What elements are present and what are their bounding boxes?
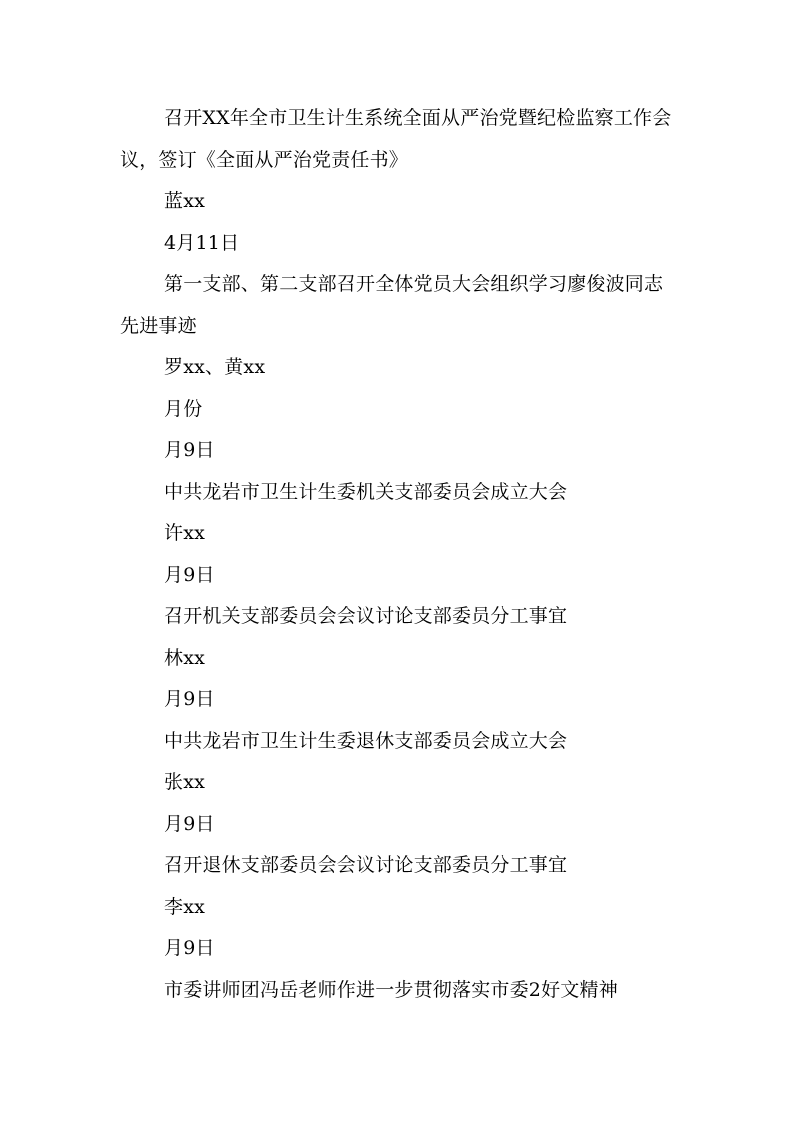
paragraph-event: 召开退休支部委员会会议讨论支部委员分工事宜 xyxy=(164,854,568,876)
paragraph-person: 李xx xyxy=(164,895,206,918)
paragraph-event: 中共龙岩市卫生计生委退休支部委员会成立大会 xyxy=(164,729,568,752)
paragraph-person: 林xx xyxy=(164,646,206,669)
paragraph-event: 第一支部、第二支部召开全体党员大会组织学习廖俊波同志先进事迹 xyxy=(120,273,664,337)
paragraph-date: 月9日 xyxy=(164,563,215,586)
paragraph-date: 4月11日 xyxy=(164,231,240,254)
paragraph-date: 月9日 xyxy=(164,937,215,959)
paragraph-person: 张xx xyxy=(164,771,206,793)
paragraph-date: 月9日 xyxy=(164,812,215,835)
paragraph-date: 月9日 xyxy=(164,688,215,710)
paragraph-event: 市委讲师团冯岳老师作进一步贯彻落实市委2好文精神 xyxy=(164,978,618,1001)
paragraph-date: 月9日 xyxy=(164,439,215,461)
document-body xyxy=(120,98,680,1011)
paragraph-month: 月份 xyxy=(164,397,203,420)
paragraph-meeting-title: 召开XX年全市卫生计生系统全面从严治党暨纪检监察工作会议，签订《全面从严治党责任书》 xyxy=(120,107,672,171)
paragraph-person: 蓝xx xyxy=(164,190,206,212)
paragraph-event: 中共龙岩市卫生计生委机关支部委员会成立大会 xyxy=(164,480,568,503)
paragraph-person: 许xx xyxy=(164,522,206,544)
paragraph-person: 罗xx、黄xx xyxy=(164,356,266,378)
paragraph-event: 召开机关支部委员会会议讨论支部委员分工事宜 xyxy=(164,605,568,627)
